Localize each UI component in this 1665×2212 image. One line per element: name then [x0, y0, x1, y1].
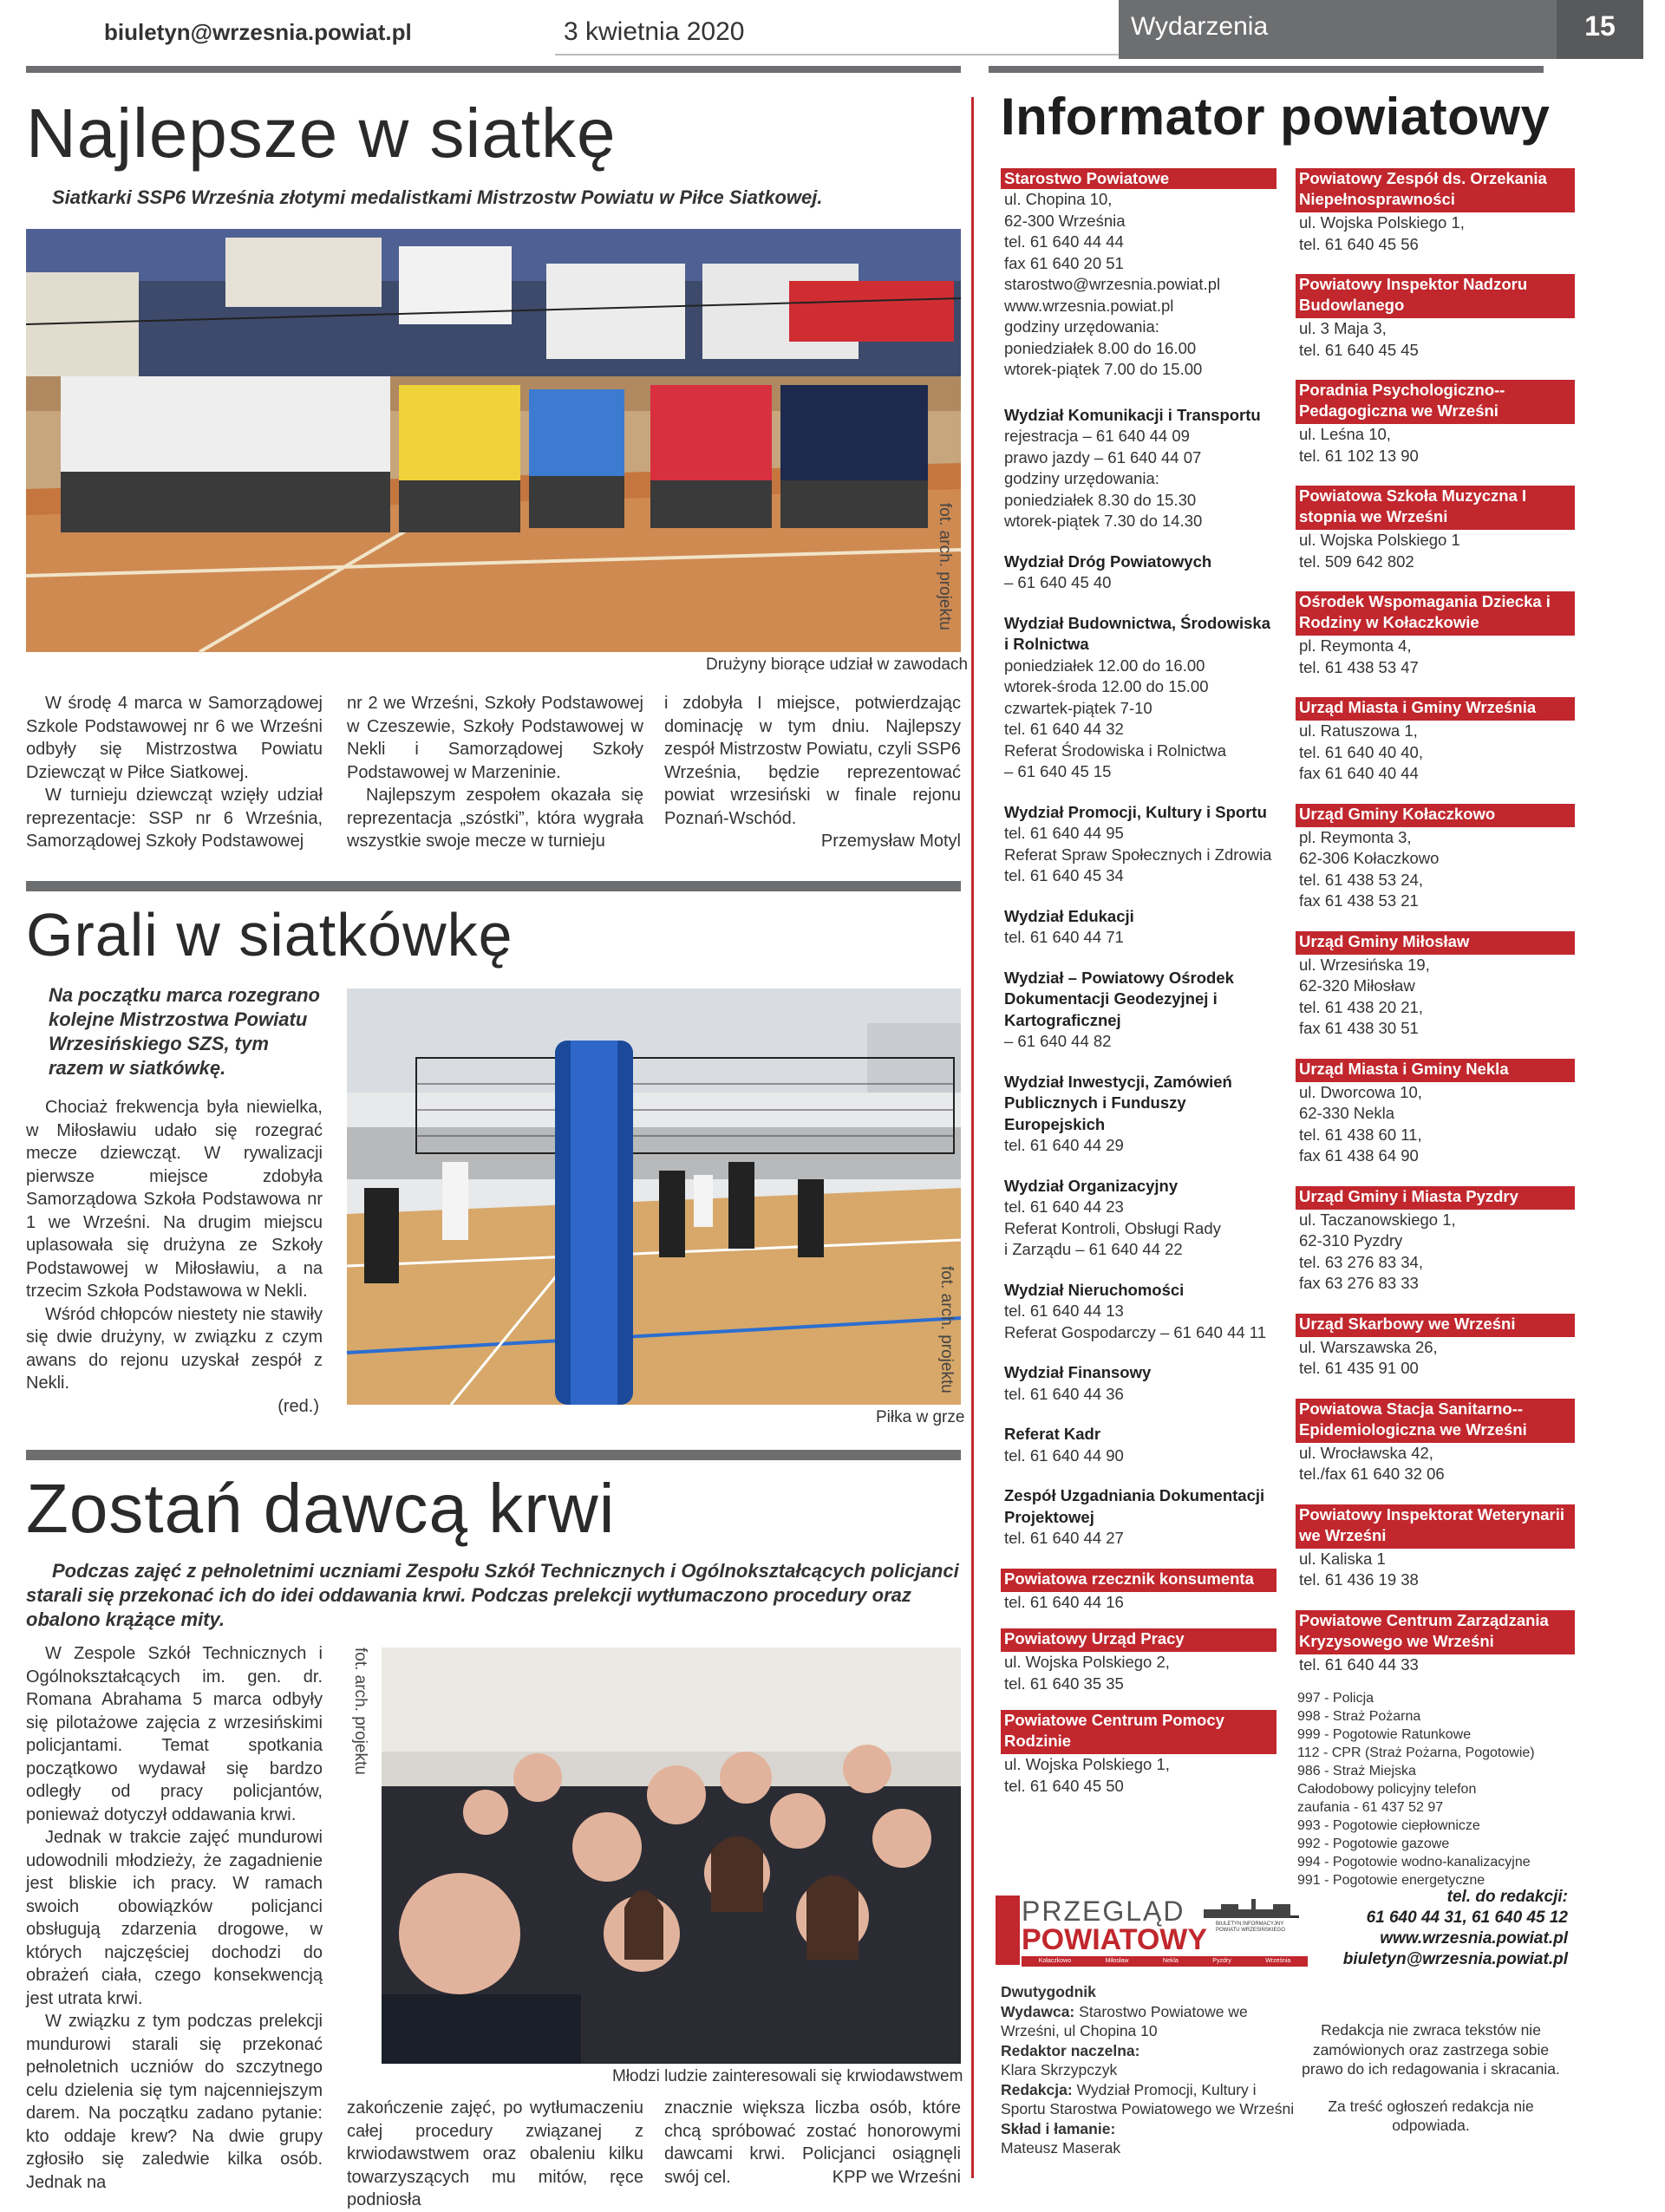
info-entry-lines [1296, 718, 1575, 785]
volleyball-match-image [347, 989, 961, 1405]
info-line: ul. Wojska Polskiego 1, [1004, 1755, 1170, 1773]
publisher-line [1001, 2002, 1296, 2041]
info-entry-lines [1001, 1752, 1276, 1797]
info-line: ul. Wrocławska 42, [1299, 1443, 1433, 1462]
info-entry-lines [1296, 1334, 1575, 1380]
info-line: starostwo@wrzesnia.powiat.pl [1004, 275, 1221, 293]
info-line: prawo jazdy – 61 640 44 07 [1004, 447, 1202, 467]
info-entry-lines [1001, 572, 1276, 594]
info-line: tel. 61 640 45 34 [1004, 866, 1124, 884]
info-line: tel. 61 640 44 32 [1004, 720, 1124, 738]
masthead-notices [1301, 2020, 1561, 2136]
emergency-line: 994 - Pogotowie wodno-kanalizacyjne [1297, 1855, 1531, 1869]
info-line: Referat Kontroli, Obsługi Rady [1004, 1218, 1221, 1237]
info-line: pl. Reymonta 4, [1299, 636, 1412, 655]
info-entry [1001, 1628, 1276, 1694]
emergency-line: 991 - Pogotowie energetyczne [1297, 1873, 1485, 1888]
info-entry [1296, 931, 1575, 1040]
article2-caption: Piłka w grze [876, 1408, 965, 1426]
info-entry [1001, 1710, 1276, 1797]
info-entry-lines [1296, 1080, 1575, 1167]
info-entry-heading: Urząd Miasta i Gminy Września [1296, 697, 1575, 718]
info-line: tel. 61 640 44 33 [1299, 1654, 1419, 1674]
info-line: tel. 61 102 13 90 [1299, 446, 1419, 465]
notice-1: Redakcja nie zwraca tekstów nie zamówionych oraz zastrzega sobie prawo do ich redagowania i skracania. [1302, 2021, 1560, 2078]
info-entry-heading: Wydział Edukacji [1004, 906, 1134, 925]
contact-phones: 61 640 44 31, 61 640 45 12 [1366, 1909, 1568, 1927]
info-entry-lines [1001, 1445, 1276, 1467]
info-entry-lines [1296, 952, 1575, 1040]
info-line: tel. 61 640 44 71 [1004, 928, 1124, 946]
office: Wydział Promocji, Kultury i Sportu Starostwa Powiatowego we Wrześni [1001, 2080, 1295, 2117]
emergency-numbers [1296, 1689, 1575, 1889]
info-entry-lines [1296, 527, 1575, 572]
info-entry [1001, 906, 1276, 949]
info-line: poniedziałek 8.30 do 15.30 [1004, 490, 1197, 509]
info-entry [1296, 1610, 1575, 1676]
info-entry [1001, 968, 1276, 1053]
info-entry-lines [1001, 823, 1276, 887]
info-line: 62-306 Kołaczkowo [1299, 849, 1440, 867]
emergency-line: 993 - Pogotowie ciepłownicze [1297, 1818, 1480, 1833]
info-entry-lines [1001, 1528, 1276, 1550]
info-line: – 61 640 44 82 [1004, 1032, 1112, 1050]
info-entry-heading: Powiatowe Centrum Zarządzania Kryzysowego we Wrześni [1296, 1610, 1575, 1652]
informator-left-column [1001, 168, 1276, 1812]
info-entry [1001, 1485, 1276, 1550]
info-entry-heading: Urząd Skarbowy we Wrześni [1296, 1314, 1575, 1334]
paragraph: W Zespole Szkół Technicznych i Ogólnokształcących im. gen. dr. Romana Abrahama 5 marca odbyły się pilotażowe zajęcia z wrzesińskimi policjantami. Temat spotkania początkowo wydawał się bardzo odległy od pracy policjantów, ponieważ dotyczył oddawania krwi. [26, 1644, 323, 1824]
contact-email[interactable]: biuletyn@wrzesnia.powiat.pl [1342, 1950, 1568, 1968]
info-entry-lines [1001, 1197, 1276, 1261]
info-entry [1296, 1059, 1575, 1167]
info-entry [1296, 804, 1575, 912]
info-entry-lines [1296, 210, 1575, 255]
info-entry-lines [1296, 421, 1575, 467]
logo-town: Nekla [1162, 1958, 1179, 1964]
logo-town: Września [1265, 1958, 1291, 1964]
article2-lead: Na początku marca rozegrano kolejne Mistrzostwa Powiatu Wrzesińskiego SZS, tym razem w siatkówkę. [49, 984, 320, 1079]
info-entry-lines [1001, 1135, 1276, 1157]
info-line: tel. 61 640 45 45 [1299, 340, 1419, 359]
contact-www[interactable]: www.wrzesnia.powiat.pl [1380, 1929, 1568, 1948]
info-entry-lines [1001, 1384, 1276, 1406]
info-line: poniedziałek 12.00 do 16.00 [1004, 656, 1205, 675]
info-line: fax 61 640 40 44 [1299, 764, 1419, 782]
info-entry [1001, 551, 1276, 594]
info-entry-lines [1001, 1649, 1276, 1694]
info-line: wtorek-piątek 7.00 do 15.00 [1004, 360, 1203, 378]
info-entry-lines [1296, 316, 1575, 361]
info-entry [1296, 380, 1575, 467]
header-date: 3 kwietnia 2020 [564, 17, 745, 46]
info-entry-lines [1296, 1440, 1575, 1485]
info-entry-heading: Wydział Komunikacji i Transportu [1004, 405, 1261, 424]
info-line: fax 61 438 53 21 [1299, 891, 1419, 910]
info-line: tel. 61 640 44 16 [1004, 1592, 1124, 1611]
logo-town: Kołaczkowo [1038, 1958, 1072, 1964]
emergency-line: 999 - Pogotowie Ratunkowe [1297, 1727, 1472, 1742]
article3-caption: Młodzi ludzie zainteresowali się krwiodawstwem [612, 2067, 963, 2085]
info-line: ul. Ratuszowa 1, [1299, 721, 1418, 740]
info-line: 62-320 Miłosław [1299, 976, 1415, 995]
info-line: fax 61 438 30 51 [1299, 1019, 1419, 1037]
info-entry-lines [1296, 633, 1575, 678]
paragraph: W środę 4 marca w Samorządowej Szkole Podstawowej nr 6 we Wrześni odbyły się Mistrzostwa Powiatu Dziewcząt w Piłce Siatkowej. [26, 694, 323, 782]
section-rule [26, 1450, 961, 1460]
info-line: ul. Wojska Polskiego 1 [1299, 531, 1460, 549]
info-line: ul. Wrzesińska 19, [1299, 955, 1430, 974]
info-entry-heading: Powiatowy Urząd Pracy [1001, 1628, 1276, 1649]
article3-col1 [26, 1642, 323, 2194]
article3-col2 [347, 2097, 643, 2212]
article3-photo [382, 1648, 961, 2064]
info-line: tel. 61 640 44 90 [1004, 1445, 1124, 1465]
info-line: wtorek-piątek 7.30 do 14.30 [1004, 512, 1203, 530]
masthead-frequency: Dwutygodnik [1001, 1983, 1096, 2000]
starostwo-lines [1001, 189, 1276, 381]
paragraph: zakończenie zajęć, po wytłumaczeniu całej procedury związanej z krwiodawstwem oraz obaleniu kilku towarzyszących mu mitów, ręce podniosła [347, 2098, 643, 2209]
emergency-line: zaufania - 61 437 52 97 [1297, 1800, 1444, 1815]
right-red-list [1296, 168, 1575, 1675]
left-red-list [1001, 1569, 1276, 1798]
article2-body [26, 1096, 323, 1418]
info-line: tel. 61 640 44 29 [1004, 1136, 1124, 1154]
header-rule [555, 54, 1119, 55]
info-entry [1296, 1314, 1575, 1380]
info-line: tel. 61 438 60 11, [1299, 1125, 1422, 1144]
gym-teams-image [26, 229, 961, 652]
info-entry-heading: Wydział Organizacyjny [1004, 1176, 1179, 1195]
info-entry-lines [1296, 1652, 1575, 1676]
column-divider [971, 97, 974, 2178]
info-line: tel. 61 640 45 50 [1004, 1776, 1124, 1795]
emergency-line: 986 - Straż Miejska [1297, 1764, 1416, 1778]
info-line: ul. Kaliska 1 [1299, 1549, 1386, 1568]
article1-col1 [26, 692, 323, 853]
info-line: fax 63 276 83 33 [1299, 1274, 1419, 1292]
info-line: tel. 61 435 91 00 [1299, 1359, 1419, 1377]
info-entry-heading: Powiatowy Inspektorat Weterynarii we Wrześni [1296, 1504, 1575, 1546]
masthead-credits [1001, 1982, 1296, 2158]
info-line: tel. 63 276 83 34, [1299, 1252, 1423, 1271]
info-line: Referat Gospodarczy – 61 640 44 11 [1004, 1322, 1267, 1341]
info-entry-heading: Powiatowe Centrum Pomocy Rodzinie [1001, 1710, 1276, 1752]
article3-author: KPP we Wrześni [832, 2168, 961, 2187]
info-entry-heading: Wydział Nieruchomości [1004, 1280, 1185, 1299]
emergency-line: 992 - Pogotowie gazowe [1297, 1837, 1450, 1851]
logo-town: Pyzdry [1212, 1958, 1231, 1964]
starostwo-block [1001, 168, 1276, 381]
info-line: tel. 61 640 44 36 [1004, 1384, 1124, 1403]
info-entry [1296, 1399, 1575, 1485]
info-line: tel. 61 640 44 44 [1004, 232, 1124, 251]
emergency-line: Całodobowy policyjny telefon [1297, 1782, 1477, 1797]
info-entry-heading: Urząd Gminy Kołaczkowo [1296, 804, 1575, 825]
logo-p-mark [996, 1896, 1020, 1965]
info-line: godziny urzędowania: [1004, 469, 1159, 487]
info-line: ul. Taczanowskiego 1, [1299, 1210, 1456, 1229]
info-entry [1001, 1424, 1276, 1466]
info-entry-heading: Zespół Uzgadniania Dokumentacji Projektowej [1004, 1486, 1265, 1526]
office-label: Redakcja: [1001, 2080, 1073, 2098]
article2-title: Grali w siatkówkę [26, 901, 513, 969]
info-entry-heading: Referat Kadr [1004, 1425, 1101, 1443]
info-line: poniedziałek 8.00 do 16.00 [1004, 338, 1197, 357]
info-line: – 61 640 45 15 [1004, 762, 1112, 780]
info-entry [1296, 1186, 1575, 1295]
office-line [1001, 2080, 1296, 2119]
emergency-line: 112 - CPR (Straż Pożarna, Pogotowie) [1297, 1745, 1535, 1760]
info-entry [1296, 486, 1575, 572]
info-entry-heading: Powiatowa Stacja Sanitarno--Epidemiologiczna we Wrześni [1296, 1399, 1575, 1440]
info-entry-heading: Wydział Finansowy [1004, 1363, 1152, 1381]
info-line: 62-300 Września [1004, 211, 1126, 230]
editor-label: Redaktor naczelna: [1001, 2041, 1140, 2059]
info-entry [1296, 591, 1575, 678]
info-line: i Zarządu – 61 640 44 22 [1004, 1240, 1183, 1258]
info-line: Referat Środowiska i Rolnictwa [1004, 741, 1227, 760]
contact-label: tel. do redakcji: [1446, 1888, 1568, 1906]
article2-author: (red.) [278, 1396, 319, 1416]
info-line: tel. 509 642 802 [1299, 551, 1414, 571]
info-entry [1001, 613, 1276, 783]
info-line: tel. 61 438 20 21, [1299, 997, 1423, 1016]
header-email: biuletyn@wrzesnia.powiat.pl [104, 19, 412, 45]
paragraph: W związku z tym podczas prelekcji mundurowi starali się przekonać pełnoletnich uczniów do szczytnego celu dzielenia się tym najcenniejszym darem. Na początku zadano pytanie: kto oddaje krew? Na dwie grupy zgłosiło się zaledwie kilka osób. Jednak na [26, 2012, 323, 2192]
info-entry [1001, 802, 1276, 887]
info-entry-lines [1001, 1301, 1276, 1343]
informator-title: Informator powiatowy [1001, 88, 1551, 146]
paragraph: W turnieju dziewcząt wzięły udział reprezentacje: SSP nr 6 Września, Samorządowej Szkoły Podstawowej [26, 786, 323, 851]
info-line: tel. 61 640 44 23 [1004, 1197, 1124, 1216]
info-entry [1001, 1176, 1276, 1261]
info-line: pl. Reymonta 3, [1299, 827, 1412, 846]
paragraph: nr 2 we Wrześni, Szkoły Podstawowej w Czeszewie, Szkoły Podstawowej w Nekli i Samorządowej Szkoły Podstawowej w Marzeninie. [347, 694, 643, 782]
starostwo-heading: Starostwo Powiatowe [1001, 168, 1276, 189]
info-entry-lines [1001, 656, 1276, 783]
info-entry-lines [1296, 825, 1575, 912]
logo-building-icon [1204, 1899, 1299, 1918]
paragraph: Wśród chłopców niestety nie stawiły się dwie drużyny, w związku z czym awans do rejonu uzyskał zespół z Nekli. [26, 1304, 323, 1393]
layout-person: Mateusz Maserak [1001, 2139, 1121, 2157]
publisher-label: Wydawca: [1001, 2002, 1075, 2020]
info-line: tel. 61 436 19 38 [1299, 1570, 1419, 1589]
wydzialy-list [1001, 405, 1276, 1550]
editor: Klara Skrzypczyk [1001, 2061, 1118, 2078]
paragraph: Najlepszym zespołem okazała się reprezentacja „szóstki”, która wygrała wszystkie swoje mecze w turnieju [347, 786, 643, 851]
article1-caption: Drużyny biorące udział w zawodach [706, 656, 969, 674]
info-line: www.wrzesnia.powiat.pl [1004, 296, 1174, 315]
info-entry-heading: Wydział Budownictwa, Środowiska i Rolnictwa [1004, 613, 1271, 653]
info-entry-heading: Urząd Gminy i Miasta Pyzdry [1296, 1186, 1575, 1207]
info-line: fax 61 438 64 90 [1299, 1146, 1419, 1165]
info-entry [1001, 405, 1276, 532]
info-entry-lines [1296, 1546, 1575, 1591]
info-entry-lines [1001, 1589, 1276, 1614]
article3-col3 [664, 2097, 961, 2189]
section-rule [26, 881, 961, 891]
info-line: ul. Wojska Polskiego 2, [1004, 1653, 1170, 1671]
info-line: tel./fax 61 640 32 06 [1299, 1465, 1445, 1483]
info-line: ul. Dworcowa 10, [1299, 1082, 1422, 1101]
informator-right-column [1296, 168, 1575, 1889]
info-entry [1001, 1569, 1276, 1614]
info-line: tel. 61 640 44 95 [1004, 824, 1124, 842]
info-line: Referat Spraw Społecznych i Zdrowia [1004, 845, 1272, 864]
info-entry [1001, 1280, 1276, 1344]
info-entry-heading: Powiatowy Inspektor Nadzoru Budowlanego [1296, 274, 1575, 316]
info-entry-heading: Powiatowa rzecznik konsumenta [1001, 1569, 1276, 1589]
article1-col3 [664, 692, 961, 853]
article2-photo [347, 989, 961, 1405]
logo-top-text: PRZEGLĄD [1022, 1896, 1185, 1927]
layout-label: Skład i łamanie: [1001, 2119, 1116, 2137]
paragraph: i zdobyła I miejsce, potwierdzając dominację w tym dniu. Najlepszy zespół Mistrzostw Powiatu, czyli SSP6 Września, będzie reprezentować powiat wrzesiński w finale rejonu Poznań-Wschód. [664, 694, 961, 828]
article1-photo-credit: fot. arch. projektu [936, 503, 954, 630]
info-line: 62-310 Pyzdry [1299, 1231, 1403, 1250]
header-section: Wydarzenia [1119, 0, 1557, 59]
info-line: tel. 61 640 35 35 [1004, 1674, 1124, 1693]
info-line: ul. 3 Maja 3, [1299, 319, 1387, 337]
info-line: ul. Warszawska 26, [1299, 1337, 1438, 1356]
info-entry-heading: Urząd Miasta i Gminy Nekla [1296, 1059, 1575, 1080]
info-entry-heading: Wydział Dróg Powiatowych [1004, 551, 1212, 571]
logo-small-text: BIULETYN INFORMACYJNY POWIATU WRZESIŃSKIEGO [1216, 1922, 1285, 1933]
info-entry-heading: Poradnia Psychologiczno--Pedagogiczna we Wrześni [1296, 380, 1575, 421]
paragraph: Chociaż frekwencja była niewielka, w Miłosławiu udało się rozegrać mecze dziewcząt. W rywalizacji pierwsze miejsce zdobyła Samorządowa Szkoła Podstawowa nr 1 we Wrześni. Na drugim miejscu uplasowała się drużyna ze Szkoły Podstawowej w Miłosławiu, a na trzecim Szkoła Podstawowa w Nekli. [26, 1098, 323, 1301]
info-entry [1296, 168, 1575, 255]
info-entry [1001, 1072, 1276, 1157]
info-entry-heading: Powiatowy Zespół ds. Orzekania Niepełnosprawności [1296, 168, 1575, 210]
info-entry-heading: Wydział – Powiatowy Ośrodek Dokumentacji Geodezyjnej i Kartograficznej [1004, 968, 1234, 1029]
info-entry [1001, 1362, 1276, 1405]
page-number: 15 [1557, 0, 1643, 59]
logo-town: Miłosław [1105, 1958, 1129, 1964]
info-line: ul. Wojska Polskiego 1, [1299, 213, 1465, 232]
paragraph: Jednak w trakcie zajęć mundurowi udowodnili młodzieży, że zagadnienie jest bliskie ich pracy. W ramach swoich obowiązków policjanci obsługują zdarzenia drogowe, w których najczęściej dochodzi do obrażeń ciała, czego konsekwencją jest utrata krwi. [26, 1828, 323, 2008]
info-line: ul. Leśna 10, [1299, 425, 1391, 443]
info-line: 62-330 Nekla [1299, 1104, 1395, 1122]
paragraph: znacznie większa liczba osób, które chcą spróbować zostać honorowymi dawcami krwi. Policjanci osiągnęli swój cel. [664, 2098, 961, 2187]
article1-title: Najlepsze w siatkę [26, 95, 617, 172]
emergency-line: 997 - Policja [1297, 1691, 1374, 1706]
info-line: tel. 61 438 53 24, [1299, 870, 1423, 889]
info-entry-heading: Urząd Gminy Miłosław [1296, 931, 1575, 952]
info-line: fax 61 640 20 51 [1004, 253, 1124, 272]
informator-top-rule [989, 66, 1544, 73]
article2-photo-credit: fot. arch. projektu [937, 1266, 956, 1393]
article3-photo-credit: fot. arch. projektu [351, 1648, 369, 1775]
info-line: tel. 61 438 53 47 [1299, 657, 1419, 676]
students-selfie-image [382, 1648, 961, 2064]
masthead-contact [1308, 1887, 1568, 1970]
top-rule [26, 66, 961, 73]
info-entry-lines [1296, 1207, 1575, 1295]
info-line: tel. 61 640 40 40, [1299, 742, 1423, 761]
info-entry-lines [1001, 426, 1276, 532]
info-line: godziny urzędowania: [1004, 317, 1159, 336]
info-line: ul. Chopina 10, [1004, 190, 1113, 208]
info-line: wtorek-środa 12.00 do 15.00 [1004, 677, 1209, 695]
notice-2: Za treść ogłoszeń redakcja nie odpowiada. [1328, 2097, 1534, 2134]
masthead-logo [996, 1896, 1308, 1967]
info-entry [1296, 274, 1575, 361]
info-entry-heading: Ośrodek Wspomagania Dziecka i Rodziny w Kołaczkowie [1296, 591, 1575, 633]
emergency-line: 998 - Straż Pożarna [1297, 1709, 1421, 1724]
info-entry-heading: Powiatowa Szkoła Muzyczna I stopnia we Wrześni [1296, 486, 1575, 527]
logo-towns-bar [1022, 1956, 1308, 1967]
publisher: Starostwo Powiatowe we Wrześni, ul Chopina 10 [1001, 2002, 1248, 2039]
info-entry-lines [1001, 927, 1276, 949]
info-line: – 61 640 45 40 [1004, 573, 1112, 591]
info-entry-heading: Wydział Inwestycji, Zamówień Publicznych i Funduszy Europejskich [1004, 1072, 1232, 1133]
info-entry [1296, 697, 1575, 785]
article1-lead: Siatkarki SSP6 Września złotymi medalistkami Mistrzostw Powiatu w Piłce Siatkowej. [52, 186, 823, 208]
info-entry-lines [1001, 1031, 1276, 1053]
logo-bottom-text: POWIATOWY [1022, 1923, 1208, 1956]
article3-lead: Podczas zajęć z pełnoletnimi uczniami Zespołu Szkół Technicznych i Ogólnokształcących policjanci starali się przekonać ich do idei oddawania krwi. Podczas prelekcji wytłumaczono procedury oraz obalono krążące mity. [26, 1560, 959, 1630]
info-entry-heading: Wydział Promocji, Kultury i Sportu [1004, 802, 1267, 821]
info-entry [1296, 1504, 1575, 1591]
info-line: czwartek-piątek 7-10 [1004, 698, 1152, 717]
article1-photo [26, 229, 961, 652]
info-line: rejestracja – 61 640 44 09 [1004, 427, 1190, 445]
article1-author: Przemysław Motyl [820, 832, 961, 851]
info-line: tel. 61 640 44 13 [1004, 1302, 1124, 1320]
info-line: tel. 61 640 45 56 [1299, 234, 1419, 253]
info-line: tel. 61 640 44 27 [1004, 1529, 1124, 1547]
article3-title: Zostań dawcą krwi [26, 1470, 616, 1547]
article1-col2 [347, 692, 643, 853]
